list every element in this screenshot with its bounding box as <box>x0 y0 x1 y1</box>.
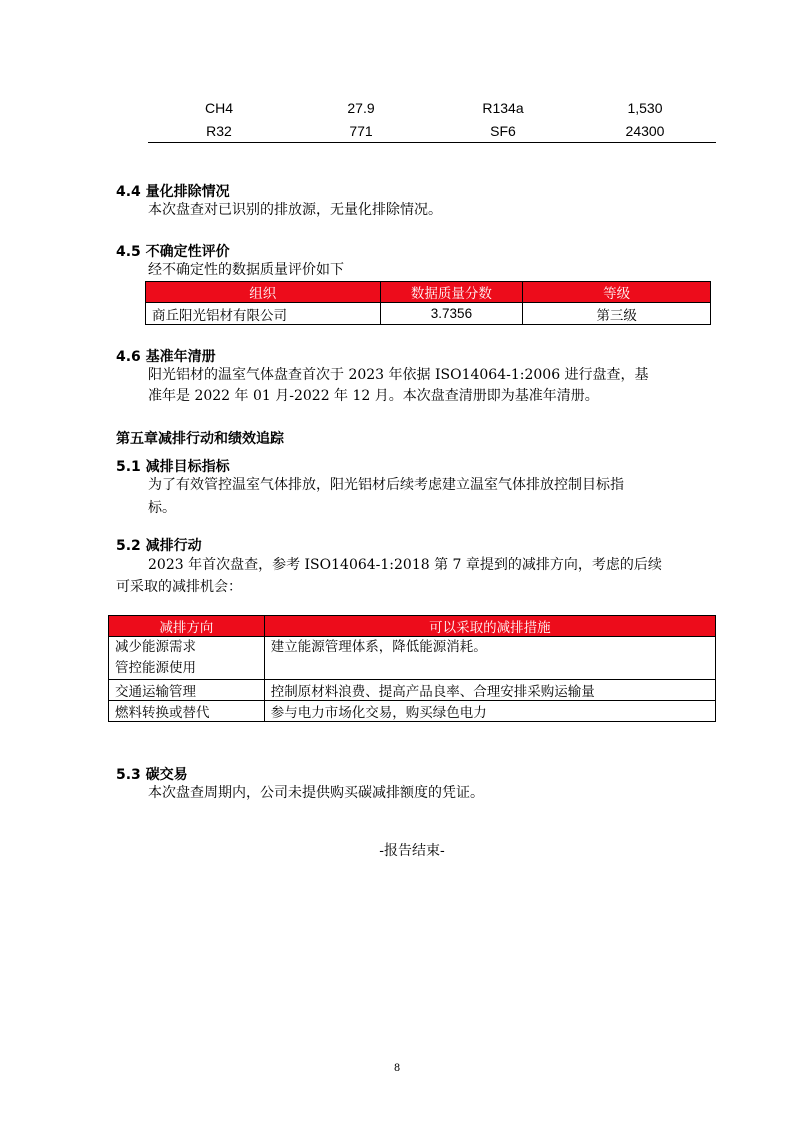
section-4-4-body: 本次盘查对已识别的排放源，无量化排除情况。 <box>148 202 442 218</box>
table-cell: R32 <box>148 119 290 143</box>
table-cell: R134a <box>482 99 524 116</box>
table-cell: 771 <box>290 119 432 143</box>
direction-line: 减少能源需求 <box>115 639 196 655</box>
table-cell: 燃料转换或替代 <box>109 701 265 722</box>
direction-line: 管控能源使用 <box>115 660 196 676</box>
table-cell: CH4 <box>204 99 233 116</box>
data-quality-table <box>145 281 711 325</box>
table-cell: 24300 <box>574 119 716 143</box>
table-cell: 商丘阳光铝材有限公司 <box>146 303 381 325</box>
section-5-3-body: 本次盘查周期内，公司未提供购买碳减排额度的凭证。 <box>148 785 484 801</box>
table-row <box>109 701 716 722</box>
section-5-3-heading: 5.3 碳交易 <box>116 767 188 783</box>
gwp-table <box>148 96 716 143</box>
table-header-row <box>146 282 711 303</box>
page-number: 8 <box>393 1063 401 1074</box>
table-cell: 交通运输管理 <box>109 680 265 701</box>
section-5-1-line2: 标。 <box>148 500 176 516</box>
section-5-1-line1: 为了有效管控温室气体排放，阳光铝材后续考虑建立温室气体排放控制目标指 <box>148 477 624 493</box>
table-cell: 控制原材料浪费、提高产品良率、合理安排采购运输量 <box>264 680 715 701</box>
table-row <box>148 119 716 143</box>
table-row <box>109 637 716 680</box>
section-4-6-line2: 准年是 2022 年 01 月-2022 年 12 月。本次盘查清册即为基准年清册。 <box>148 388 599 404</box>
table-cell <box>109 637 265 680</box>
column-header: 减排方向 <box>109 616 265 637</box>
reduction-measures-table <box>108 615 716 722</box>
table-cell: 建立能源管理体系，降低能源消耗。 <box>264 637 715 680</box>
table-cell: 1,530 <box>627 99 663 116</box>
section-4-5-heading: 4.5 不确定性评价 <box>116 244 230 260</box>
table-cell: 参与电力市场化交易，购买绿色电力 <box>264 701 715 722</box>
table-cell: 第三级 <box>523 303 711 325</box>
section-5-1-heading: 5.1 减排目标指标 <box>116 459 230 475</box>
table-cell: 27.9 <box>347 99 375 116</box>
section-4-6-heading: 4.6 基准年清册 <box>116 349 216 365</box>
section-5-2-line1: 2023 年首次盘查，参考 ISO14064-1:2018 第 7 章提到的减排方向，考虑的后续 <box>148 557 662 573</box>
table-row <box>146 303 711 325</box>
table-row <box>109 680 716 701</box>
section-5-2-line2: 可采取的减排机会： <box>116 579 242 595</box>
column-header: 可以采取的减排措施 <box>264 616 715 637</box>
table-cell: 3.7356 <box>380 303 523 325</box>
column-header: 数据质量分数 <box>380 282 523 303</box>
table-cell: SF6 <box>432 119 574 143</box>
report-end-text: -报告结束- <box>379 843 445 859</box>
section-5-2-heading: 5.2 减排行动 <box>116 538 202 554</box>
table-row <box>148 96 716 119</box>
section-4-4-heading: 4.4 量化排除情况 <box>116 184 230 200</box>
column-header: 等级 <box>523 282 711 303</box>
chapter-5-heading: 第五章减排行动和绩效追踪 <box>116 431 284 447</box>
section-4-5-intro: 经不确定性的数据质量评价如下 <box>148 262 344 278</box>
column-header: 组织 <box>146 282 381 303</box>
section-4-6-line1: 阳光铝材的温室气体盘查首次于 2023 年依据 ISO14064-1:2006 进行盘查，基 <box>148 367 649 383</box>
table-header-row <box>109 616 716 637</box>
